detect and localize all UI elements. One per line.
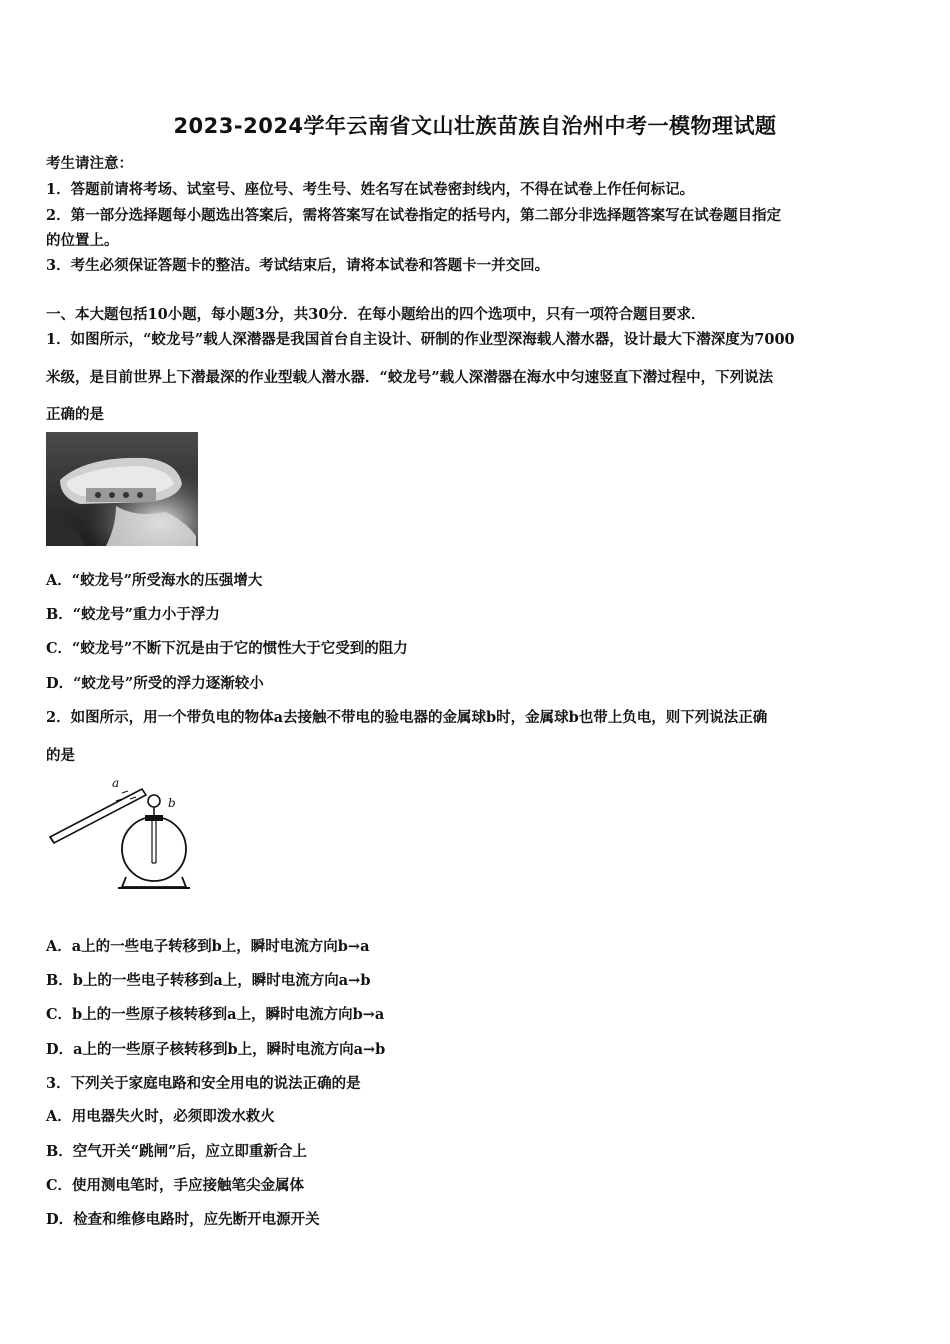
question-1-option-d: D．“蛟龙号”所受的浮力逐渐较小 [46, 675, 264, 692]
question-2-option-b: B．b上的一些电子转移到a上，瞬时电流方向a→b [46, 972, 371, 989]
label-a: a [112, 776, 120, 790]
question-1-stem: 正确的是 [46, 406, 104, 423]
notice-item: 1．答题前请将考场、试室号、座位号、考生号、姓名写在试卷密封线内，不得在试卷上作任何标记。 [46, 181, 695, 198]
question-1-option-a: A．“蛟龙号”所受海水的压强增大 [46, 572, 263, 589]
section-intro: 一、本大题包括10小题，每小题3分，共30分．在每小题给出的四个选项中，只有一项符合题目要求． [46, 306, 706, 323]
question-1-stem: 1．如图所示，“蛟龙号”载人深潜器是我国首台自主设计、研制的作业型深海载人潜水器，设计最大下潜深度为7000 [46, 331, 795, 348]
question-1-option-c: C．“蛟龙号”不断下沉是由于它的惯性大于它受到的阻力 [46, 640, 408, 657]
question-3-stem: 3．下列关于家庭电路和安全用电的说法正确的是 [46, 1075, 361, 1092]
question-1-stem: 米级，是目前世界上下潜最深的作业型载人潜水器．“蛟龙号”载人深潜器在海水中匀速竖直下潜过程中，下列说法 [46, 369, 774, 386]
question-3-option-c: C．使用测电笔时，手应接触笔尖金属体 [46, 1177, 305, 1194]
notice-heading: 考生请注意： [46, 155, 133, 172]
submersible-photo [46, 432, 198, 546]
question-3-option-a: A．用电器失火时，必须即泼水救火 [46, 1108, 275, 1125]
notice-item: 2．第一部分选择题每小题选出答案后，需将答案写在试卷指定的括号内，第二部分非选择题答案写在试卷题目指定 [46, 207, 782, 224]
page-title: 2023-2024学年云南省文山壮族苗族自治州中考一模物理试题 [173, 114, 777, 138]
question-1-option-b: B．“蛟龙号”重力小于浮力 [46, 606, 220, 623]
label-b: b [168, 796, 176, 810]
question-2-option-c: C．b上的一些原子核转移到a上，瞬时电流方向b→a [46, 1006, 385, 1023]
notice-item: 的位置上。 [46, 232, 119, 249]
question-3-option-b: B．空气开关“跳闸”后，应立即重新合上 [46, 1143, 307, 1160]
question-2-stem: 的是 [46, 747, 75, 764]
question-2-stem: 2．如图所示，用一个带负电的物体a去接触不带电的验电器的金属球b时，金属球b也带上负电，则下列说法正确 [46, 709, 768, 726]
question-2-option-d: D．a上的一些原子核转移到b上，瞬时电流方向a→b [46, 1041, 386, 1058]
notice-item: 3．考生必须保证答题卡的整洁。考试结束后，请将本试卷和答题卡一并交回。 [46, 257, 550, 274]
electroscope-diagram [46, 775, 196, 895]
question-2-option-a: A．a上的一些电子转移到b上，瞬时电流方向b→a [46, 938, 370, 955]
question-3-option-d: D．检查和维修电路时，应先断开电源开关 [46, 1211, 320, 1228]
